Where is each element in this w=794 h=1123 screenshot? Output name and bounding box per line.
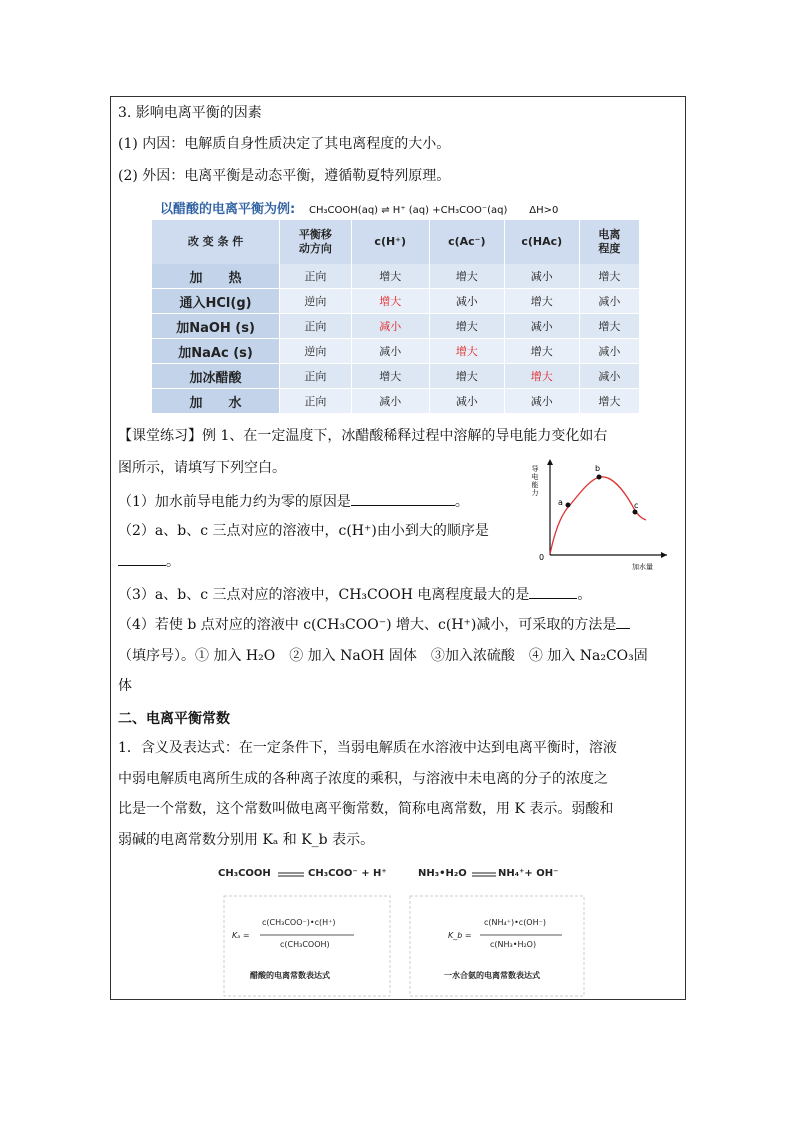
table-header-cell: c(HAc) (504, 220, 579, 264)
question-4-options: （填序号）。① 加入 H₂O ② 加入 NaOH 固体 ③加入浓硫酸 ④ 加入 Na₂CO₃固 (118, 648, 648, 664)
table-header-cell: 改 变 条 件 (152, 220, 280, 264)
table-row (152, 389, 640, 414)
kb-caption: 一水合氨的电离常数表达式 (444, 971, 540, 980)
table-cell: 正向 (280, 389, 351, 414)
table-condition-cell: 通入HCl(g) (152, 289, 280, 314)
ka-caption: 醋酸的电离常数表达式 (250, 971, 330, 980)
answer-blank-1[interactable] (351, 491, 455, 506)
table-cell: 减小 (351, 389, 429, 414)
table-cell: 增大 (504, 289, 579, 314)
eq1-left: CH₃COOH (218, 868, 271, 879)
kb-denominator: c(NH₃•H₂O) (490, 940, 537, 949)
equilibrium-table (152, 220, 640, 414)
table-cell: 增大 (579, 389, 639, 414)
table-cell: 正向 (280, 314, 351, 339)
question-4-options-end: 体 (118, 678, 132, 694)
section-two-line2: 中弱电解质电离所生成的各种离子浓度的乘积，与溶液中未电离的分子的浓度之 (118, 771, 608, 787)
table-row (152, 364, 640, 389)
section-two-line3: 比是一个常数，这个常数叫做电离平衡常数，简称电离常数，用 K 表示。弱酸和 (118, 801, 614, 817)
table-cell: 减小 (351, 314, 429, 339)
table-title-row (160, 198, 558, 217)
table-cell: 正向 (280, 364, 351, 389)
y-axis-label: 导电能力 (531, 465, 539, 497)
table-title: 以醋酸的电离平衡为例: (160, 202, 296, 217)
table-cell: 增大 (429, 314, 504, 339)
table-cell: 减小 (429, 389, 504, 414)
point-c (633, 510, 638, 515)
table-row (152, 289, 640, 314)
x-axis-label: 加水量 (632, 563, 653, 571)
answer-blank-2[interactable] (118, 551, 166, 566)
table-cell: 增大 (351, 289, 429, 314)
table-condition-cell: 加NaAc (s) (152, 339, 280, 364)
table-condition-cell: 加 水 (152, 389, 280, 414)
table-cell: 增大 (579, 264, 639, 289)
section3-p2: (2) 外因：电离平衡是动态平衡，遵循勒夏特列原理。 (118, 168, 451, 184)
question-4: （4）若使 b 点对应的溶液中 c(CH₃COO⁻) 增大、c(H⁺)减小，可采取的方法是 (118, 614, 630, 635)
table-cell: 减小 (579, 364, 639, 389)
section-two-heading: 二、电离平衡常数 (118, 711, 230, 727)
section3-title: 3. 影响电离平衡的因素 (118, 105, 262, 121)
table-cell: 减小 (504, 314, 579, 339)
table-header-cell: 平衡移 动方向 (280, 220, 351, 264)
ionization-constant-figure (214, 858, 590, 998)
table-cell: 增大 (351, 364, 429, 389)
table-cell: 减小 (579, 339, 639, 364)
table-cell: 逆向 (280, 339, 351, 364)
label-a: a (558, 498, 563, 507)
table-cell: 增大 (351, 264, 429, 289)
kb-numerator: c(NH₄⁺)•c(OH⁻) (484, 918, 546, 927)
table-row (152, 339, 640, 364)
exercise-line2: 图所示，请填写下列空白。 (118, 460, 286, 476)
y-axis-arrow (547, 459, 553, 465)
table-header-cell: 电离 程度 (579, 220, 639, 264)
table-header-cell: c(Ac⁻) (429, 220, 504, 264)
table-cell: 正向 (280, 264, 351, 289)
question-1: （1）加水前导电能力约为零的原因是 。 (118, 491, 469, 512)
table-cell: 逆向 (280, 289, 351, 314)
table-header-cell: c(H⁺) (351, 220, 429, 264)
table-delta: ΔH>0 (529, 205, 559, 216)
question-2-answer: 。 (118, 551, 180, 572)
answer-blank-3[interactable] (529, 584, 577, 599)
ka-denominator: c(CH₃COOH) (280, 940, 330, 949)
section-two-line4: 弱碱的电离常数分别用 Kₐ 和 K_b 表示。 (118, 832, 375, 848)
table-cell: 减小 (351, 339, 429, 364)
table-row (152, 264, 640, 289)
origin-label: 0 (539, 553, 545, 562)
table-header-row (152, 220, 640, 264)
table-condition-cell: 加 热 (152, 264, 280, 289)
answer-blank-4[interactable] (616, 614, 630, 629)
exercise-line1: 【课堂练习】例 1、在一定温度下，冰醋酸稀释过程中溶解的导电能力变化如右 (118, 428, 608, 444)
eq2-left: NH₃•H₂O (418, 868, 467, 879)
table-condition-cell: 加冰醋酸 (152, 364, 280, 389)
table-cell: 减小 (429, 289, 504, 314)
table-row (152, 314, 640, 339)
table-cell: 减小 (504, 389, 579, 414)
eq2-right: NH₄⁺+ OH⁻ (498, 868, 559, 879)
conductivity-curve (550, 477, 646, 554)
table-cell: 增大 (429, 339, 504, 364)
question-3: （3）a、b、c 三点对应的溶液中，CH₃COOH 电离程度最大的是 。 (118, 584, 591, 605)
x-axis-arrow (661, 552, 667, 558)
label-b: b (595, 464, 601, 473)
section-two-line1: 1．含义及表达式：在一定条件下，当弱电解质在水溶液中达到电离平衡时，溶液 (118, 740, 617, 756)
table-condition-cell: 加NaOH (s) (152, 314, 280, 339)
section3-p1: (1) 内因：电解质自身性质决定了其电离程度的大小。 (118, 136, 451, 152)
table-cell: 增大 (429, 364, 504, 389)
kb-label: K_b = (448, 931, 472, 940)
table-cell: 增大 (429, 264, 504, 289)
point-b (597, 475, 602, 480)
ka-numerator: c(CH₃COO⁻)•c(H⁺) (262, 918, 336, 927)
point-a (566, 503, 571, 508)
equilibrium-table-figure (152, 196, 640, 410)
table-equation: CH₃COOH(aq) ⇌ H⁺ (aq) +CH₃COO⁻(aq) (309, 205, 508, 216)
eq1-right: CH₃COO⁻ + H⁺ (308, 868, 387, 879)
conductivity-graph (532, 455, 672, 585)
table-cell: 减小 (579, 289, 639, 314)
table-cell: 减小 (504, 264, 579, 289)
table-cell: 增大 (504, 364, 579, 389)
question-2: （2）a、b、c 三点对应的溶液中，c(H⁺)由小到大的顺序是 (118, 523, 489, 539)
ka-label: Kₐ = (232, 931, 250, 940)
label-c: c (634, 501, 639, 510)
table-cell: 增大 (579, 314, 639, 339)
table-cell: 增大 (504, 339, 579, 364)
